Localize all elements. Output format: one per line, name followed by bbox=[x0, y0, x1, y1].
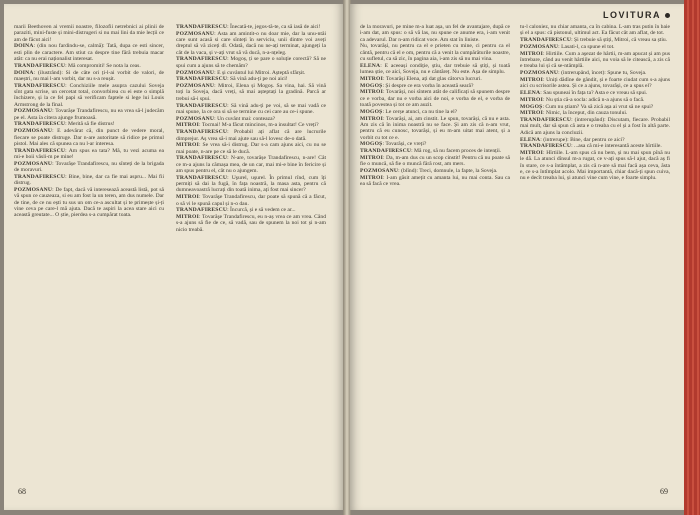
speaker-name: MITROI bbox=[360, 115, 383, 122]
speaker-name: DOINA bbox=[14, 69, 34, 76]
speaker-name: TRANDAFIRESCU bbox=[14, 121, 66, 128]
dialogue-text: Merită să fie distrus! bbox=[68, 121, 115, 128]
dialogue-text: E aceeași condiție, știu, dar trebuie să știți, și toată lumea știe, ce aici, Soveja, nu e cântăreț. Nu este. Așa de simplu. bbox=[360, 62, 510, 76]
speaker-name: MOGOȘ bbox=[360, 108, 383, 115]
page-number-right: 69 bbox=[660, 487, 668, 496]
dialogue-line: MITROI: Tovarăşe Trandafirescu, dar poate să spună că a făcut, o să vi le spună capul și n-o dau. bbox=[176, 194, 326, 207]
dialogue-line: TRANDAFIRESCU: Să vină adu-ți pe voi, să se mai vadă ce mai spune, la ce ora si să se termine cu cei care au ce-i spune. bbox=[176, 102, 327, 115]
dialogue-text: Nu știa că-a socla: adică n-a ajuns să o facă. bbox=[545, 96, 645, 103]
speaker-name: POZMOSANU bbox=[14, 108, 53, 115]
dialogue-line: DOINA: (ilustrând): Si de câte ori ți-l-ai vorbit de valori, de maeștri, nu mai l-am vorbit, dar nu s-a reușit. bbox=[14, 69, 164, 82]
dialogue-text: Tovarăși, ai, am cinstit. Le spun, tovarăși, că nu e asta. Am zis că în inima noastră nu se face. Și am zis că n-am vrut, pentru că eu cunosc, tovarăși, și eu m-am uitat mai atent, și a vorbit cu tot ce e. bbox=[360, 115, 511, 141]
dialogue-text: (intrerupând): Discutam, fiecare. Probabil mai mult, dar să spun că asta e o treaba cu el și a fost în altă parte. Adică am ajuns la concluzii. bbox=[520, 117, 670, 136]
dialogue-line: MITROI: Tocmai! M-a făcut mincinos, m-a insultat! Ce vreți? bbox=[176, 122, 319, 129]
dialogue-text: Încurcă, și e să vedem ce ar... bbox=[230, 207, 296, 214]
speaker-name: POZMOSANU bbox=[14, 128, 53, 135]
speaker-name: TRANDAFIRESCU bbox=[520, 117, 572, 124]
dialogue-line: TRANDAFIRESCU: Și trebuie să știți, Mitroi, că vreau sa știu. bbox=[520, 37, 668, 44]
dialogue-line: MOGOȘ: Le cerșe atunci, ca nu tine la el? bbox=[360, 108, 458, 115]
dialogue-line: MOGOȘ: Cum nu știam? Va să zică așa ai vrut să ne spui? bbox=[520, 103, 654, 110]
speaker-name: MITROI bbox=[176, 194, 199, 201]
speaker-name: POZMOSANU bbox=[520, 43, 559, 50]
dialogue-line: POZMOSANU: Mitroi, Elena și Mogoș. Sa vina, hai. Să vină toți la Soveja, dacă vreți, să mai așteptați la gradină. Parcă ar trebui să-i spui. bbox=[176, 83, 326, 102]
dialogue-line: TRANDAFIRESCU: (intrerupând): Discutam, fiecare. Probabil mai mult, dar să spun că asta e o treaba cu el și a fost în altă parte. Adică am ajuns la concluzii. bbox=[520, 117, 670, 136]
dialogue-text: Tovarășe Trandafirescu, nu sînteți de la brigada de moravuri. bbox=[14, 160, 164, 174]
dialogue-text: tu-l caloniez, nu chiar amanta, ca în cabina. L-am tras putin în baie și el a spus: câ pistonul, ultimul act. Ea făcut cât am aflat, de tot. bbox=[520, 24, 670, 37]
speaker-name: POZMOSANU bbox=[176, 83, 215, 90]
speaker-name: ELENA bbox=[520, 136, 541, 143]
dialogue-text: Tocmai! M-a făcut mincinos, m-a insultat! Ce vreți? bbox=[201, 122, 319, 129]
page-number-left: 68 bbox=[18, 487, 26, 496]
dialogue-line: MOGOȘ: Tovarăși, ce vreți? bbox=[360, 141, 427, 148]
dialogue-text: De fapt, dacă vă interesează această listă, pot să vă spun ce cauzeaza, si eu am fost la un teren, am dus numele. Dar de tine, de ce nu ești tu sus un om ce-a ascultat și te primește și-ți vine ceva pe care-l mă ajuta. Dacă te aspiri la acea stare aici cu această greutate... O știe, pierdea s-a cumpărat toata. bbox=[14, 186, 164, 219]
dialogue-line bbox=[360, 24, 510, 43]
dialogue-line: POZMOSANU: Tovarășe Trandafirescu, nu sînteți de la brigada de moravuri. bbox=[14, 160, 164, 174]
speaker-name: MOGOȘ bbox=[360, 82, 383, 89]
dialogue-line: MITROI: Nimic, la început, din cauza tonului. bbox=[520, 110, 628, 117]
dialogue-text: Hirtiile. Cum a aşezat de hârtii, m-am apucat și am pus întrebare, când au venit hârtiile aici, nu voia să le citească, a zis că e treaba lui și că se-ntâmplă. bbox=[520, 50, 671, 70]
speaker-name: TRANDAFIRESCU bbox=[520, 143, 572, 150]
dialogue-text: Nu, tovarăși, nu pentru ca el e prieten cu mine, ci pentru ca el cântă, pentru că el e om, pentru că a venit la cumpărăturile noastre, cu sufletul, ca să zic, în pagina aia, i-am zis să nu mai vina. bbox=[360, 43, 510, 62]
dialogue-text: N-are, tovarășe Trandafirescu, n-are! Cât ce m-a ajuns la cămașa mea, de un car, mai mi-e bine în fericire și am spus pentru el, cât nu o ajungem. bbox=[176, 155, 327, 175]
speaker-name: TRANDAFIRESCU bbox=[176, 207, 228, 214]
speaker-name: TRANDAFIRESCU bbox=[176, 155, 228, 162]
dialogue-text: Hîrtiile. L-am spus că nu bem, și nu mai spun pînă nu le dă. La atunci dînsul m-a rugat, ce v-ați spus să-l ajut, dacă aș fi în stare, ce s-a întâmplat, a zis că n-are să mai facă așa ceva, ăsta e, ce s-a întîmplat acolo. Mai importantă, chiar dacă-ți spun cuiva, nu e decît treaba lui, și atunci vine cum vine, e foarte simplu. bbox=[520, 150, 671, 182]
dialogue-line: TRANDAFIRESCU: Merită să fie distrus! bbox=[14, 121, 115, 128]
speaker-name: MOGOȘ bbox=[520, 103, 543, 110]
dialogue-text: Am spus ea tata? Mă, tu vezi acuma ea mi-e boii vâsli-m pe mine! bbox=[14, 147, 164, 160]
speaker-name: ELENA bbox=[520, 89, 541, 96]
dialogue-line: POZMOSANU: (intrerupând, încet): Spune tu, Soveja. bbox=[520, 70, 647, 77]
dialogue-line: ELENA: E aceeași condiție, știu, dar trebuie să știți, și toată lumea știe, ce aici, Soveja, nu e cântăreț. Nu este. Așa de simplu. bbox=[360, 62, 510, 76]
speaker-name: TRANDAFIRESCU bbox=[176, 129, 228, 136]
dialogue-text: Tovarăşe Trandafirescu, dar poate să spună că a făcut, o să vi le spună capul și n-o dau. bbox=[176, 194, 326, 207]
dialogue-text: Conchiziile mele asupra cazului Soveja sînt gata scrise, un cercetat total, convorbirea cu ei este o simplă închizere, și la ce fel papi să verificam faptele si lege lui Louis Armstrong de la final. bbox=[14, 82, 164, 108]
dialogue-text: Uşurel, uşurel. În primul rînd, cum îți permiți să dai la fugă, în fața noastră, la masa asta, pentru că dumneavoastră lucrați din toată inima, ați fost mai sincer? bbox=[176, 174, 326, 194]
speaker-name: MITROI bbox=[520, 150, 543, 157]
speaker-name: MITROI bbox=[520, 76, 543, 83]
speaker-name: TRANDAFIRESCU bbox=[14, 173, 66, 180]
speaker-name: POZMOSANU bbox=[176, 30, 215, 37]
dialogue-line: POZMOSANU: Lasati-l, ca spune el tot. bbox=[520, 43, 615, 50]
speaker-name: MITROI bbox=[360, 75, 383, 82]
dialogue-text: marii Beethoven ai vremii noastre, filozofii netrebnici ai plinii de paraziti, mini-fuste și mini-distrugeri si nu mai lini da mie lecții ce am de făcut aici! bbox=[14, 24, 164, 43]
dialogue-line: MITROI: Tovarăși, ai, am cinstit. Le spun, tovarăși, că nu e asta. Am zis că în inima noastră nu se face. Și am zis că n-am vrut, pentru că eu cunosc, tovarăși, și eu m-am uitat mai atent, și a vorbit cu tot ce e. bbox=[360, 115, 511, 141]
speaker-name: TRANDAFIRESCU bbox=[360, 148, 412, 155]
dialogue-line: MITROI: Tovarăşe Trandafirescu, eu n-aș vrea ce am vrea. Când s-a ajuns să fie de ce, să vadă, sau de spunem la noi tot și n-am nicio treabă. bbox=[176, 214, 326, 233]
speaker-name: MITROI bbox=[360, 174, 383, 181]
dialogue-text: Mă compromiti! Se nota la ceas. bbox=[68, 62, 141, 69]
dialogue-line: TRANDAFIRESCU: Bine, bine, dar ca fie mai aspru... Mai fii distrug. bbox=[14, 173, 165, 187]
speaker-name: MOGOȘ bbox=[360, 141, 383, 148]
speaker-name: POZMOSANU bbox=[176, 69, 215, 76]
dialogue-text: Mogoș, ți se pare o soluție corectă? Să ne spui cum a ajuns să te chemăm? bbox=[176, 56, 327, 69]
speaker-name: TRANDAFIRESCU bbox=[176, 24, 228, 30]
right-column-1 bbox=[360, 24, 510, 188]
dialogue-text: Să vină adu-ți pe voi, să se mai vadă ce mai spune, la ce ora si să se termine cu cei care au ce-i spune. bbox=[176, 102, 327, 115]
speaker-name: DOINA bbox=[14, 43, 34, 50]
dialogue-line: MITROI: Tovarăși Elena, ați dat glas câtorva lucruri. bbox=[360, 75, 482, 82]
dialogue-line: ELENA: Sau spuneai în fața ta? Asta e ce vreau să spui. bbox=[520, 89, 648, 96]
speaker-name: POZMOSANU bbox=[360, 168, 399, 175]
dialogue-line: MITROI: Hirtiile. Cum a aşezat de hârtii, m-am apucat și am pus întrebare, când au venit hârtiile aici, nu voia să le citească, a zis că e treaba lui și că se-ntâmplă. bbox=[520, 50, 671, 70]
speaker-name: MITROI bbox=[176, 214, 199, 221]
dialogue-text: Tovarăși, noi sîntem atât de calificați să spunem despre ce e vorba, dar nu e vorba aici de noi, e vorba de el, e vorba de toată povestea și tot ce am auzit. bbox=[360, 89, 510, 109]
dialogue-text: Tovarăşe Trandafirescu, eu n-aș vrea ce am vrea. Când s-a ajuns să fie de ce, să vadă, sau de spunem la noi tot și n-am nicio treabă. bbox=[176, 214, 326, 233]
dialogue-line: TRANDAFIRESCU: Conchiziile mele asupra cazului Soveja sînt gata scrise, un cercetat total, convorbirea cu ei este o simplă închizere, și la ce fel papi să verificam faptele si lege lui Louis Armstrong de la final. bbox=[14, 82, 164, 108]
dialogue-text: (ilustrând): Si de câte ori ți-l-ai vorbit de valori, de maeștri, nu mai l-am vorbit, dar nu s-a reușit. bbox=[14, 69, 164, 82]
dialogue-line: POZMOSANU: De fapt, dacă vă interesează această listă, pot să vă spun ce cauzeaza, si eu am fost la un teren, am dus numele. Dar de tine, de ce nu ești tu sus un om ce-a ascultat și te primește și-ți vine ceva pe care-l mă ajuta. Dacă te aspiri la acea stare aici cu această greutate... O știe, pierdea s-a cumpărat toata. bbox=[14, 186, 164, 219]
speaker-name: MITROI bbox=[360, 154, 383, 161]
dialogue-text: de la moravuri, pe mine m-a luat așa, un fel de avantajare, după ce i-am dat, am spus: o să vă las, nu spune ce anume era, i-am venit ca adevarul. Dar n-am ridicat voce. Am stat în liniste. bbox=[360, 24, 510, 43]
dialogue-text: Un cuvânt mai: conteaza? bbox=[217, 115, 276, 122]
speaker-name: TRANDAFIRESCU bbox=[14, 147, 66, 154]
dialogue-line: MITROI: Tovarăși, noi sîntem atât de calificați să spunem despre ce e vorba, dar nu e vorba aici de noi, e vorba de el, e vorba de toată povestea și tot ce am auzit. bbox=[360, 89, 510, 109]
dialogue-line: MITROI: Nu știa că-a socla: adică n-a ajuns să o facă. bbox=[520, 96, 645, 103]
dialogue-line: POZMOSANU: Asta am amintit-o nu doar mie, dar la unu-ntâi care sunt acasă si care sînteți în serviciu, unii dintre voi aveți dreptul să vă ziceți dl. Odată, dacă nu ne-ați terminat, ajungeți la cât de la vaca, și v-ați vrut să vă ducă, n-a-nțeleg. bbox=[176, 30, 326, 56]
dialogue-text: E și cuvântul lui Mitroi. Așteptă sfârșit. bbox=[217, 69, 306, 76]
dialogue-line: TRANDAFIRESCU: ...asa că mi-e interesantă aceste hîrtiile. bbox=[520, 143, 662, 150]
running-head bbox=[603, 10, 670, 20]
dialogue-text: (blînd): Treci, domnule, la fapte, la Soveja. bbox=[401, 168, 498, 175]
speaker-name: MITROI bbox=[176, 122, 199, 129]
speaker-name: MITROI bbox=[520, 50, 543, 57]
speaker-name: TRANDAFIRESCU bbox=[14, 62, 66, 69]
dialogue-text: (intrerupând, încet): Spune tu, Soveja. bbox=[561, 70, 647, 77]
dialogue-line: MITROI: Da, m-am dus cu un scop cinstit! Pentru că nu poate să fie o muncă, să fie o muncă fără rost, am mers. bbox=[360, 154, 510, 168]
dialogue-line: MITROI: Hîrtiile. L-am spus că nu bem, și nu mai spun pînă nu le dă. La atunci dînsul m-a rugat, ce v-ați spus să-l ajut, dacă aș fi în stare, ce s-a întâmplat, a zis că n-are să mai facă așa ceva, ăsta e, ce s-a întîmplat acolo. Mai importantă, chiar dacă-ți spun cuiva, nu e decît treaba lui, și atunci vine cum vine, e foarte simplu. bbox=[520, 150, 671, 182]
dialogue-text: Uniți dădîne de gândit, și e foarte ciudat cum s-a ajuns aici cu scrisorile astea. Și ce a ajuns, tovarăși, ce a spus el? bbox=[520, 76, 671, 90]
dialogue-line: DOINA: (din nou fardindu-se, calmă): Tată, dupa ce esti sincer, esti plin de caractere. Am stiut ca despre tine fără trebuia macar atât: ca nu erai naționalist interesat. bbox=[14, 43, 164, 62]
dialogue-line bbox=[14, 24, 164, 43]
dialogue-text: Sau spuneai în fața ta? Asta e ce vreau să spui. bbox=[543, 89, 648, 96]
speaker-name: ELENA bbox=[360, 62, 381, 69]
left-column-2 bbox=[176, 24, 326, 234]
dialogue-text: Probabil ați aflat că are lucrurile dimprejur. Aș vrea să-i mai ajute sau să-l lovesc de-o dată. bbox=[176, 129, 327, 142]
right-page bbox=[350, 4, 684, 510]
dialogue-text: Le cerșe atunci, ca nu tine la el? bbox=[385, 108, 458, 115]
speaker-name: POZMOSANU bbox=[176, 115, 215, 122]
speaker-name: MITROI bbox=[520, 96, 543, 103]
speaker-name: TRANDAFIRESCU bbox=[520, 37, 572, 44]
dialogue-line: POZMOSANU: Un cuvânt mai: conteaza? bbox=[176, 115, 276, 122]
speaker-name: MITROI bbox=[360, 89, 383, 96]
dialogue-line: TRANDAFIRESCU: Înecată-te, jegos-tă-te, ca să iasă de aici! bbox=[176, 24, 321, 30]
speaker-name: MITROI bbox=[520, 110, 543, 117]
dialogue-line: POZMOSANU: E și cuvântul lui Mitroi. Așteptă sfârșit. bbox=[176, 69, 306, 76]
dialogue-text: Să vină adu-ți pe noi aici! bbox=[230, 76, 288, 83]
dialogue-line: TRANDAFIRESCU: Să vină adu-ți pe noi aici! bbox=[176, 76, 288, 83]
dialogue-text: Asta am amintit-o nu doar mie, dar la unu-ntâi care sunt acasă si care sînteți în serviciu, unii dintre voi aveți dreptul să vă ziceți dl. Odată, dacă nu ne-ați terminat, ajungeți la cât de la vaca, și v-ați vrut să vă ducă, n-a-nțeleg. bbox=[176, 30, 326, 56]
speaker-name: TRANDAFIRESCU bbox=[14, 82, 66, 89]
dialogue-line: TRANDAFIRESCU: Mă rog, să nu facem proces de intenții. bbox=[360, 148, 502, 155]
dialogue-text: (intrerupe): Bine, dar pentru ce aici? bbox=[543, 136, 625, 143]
dialogue-text: Se vrea să-i distrug. Dar s-a cam ajuns aici, cu nu se mai poate, n-are pe ce să le ducă. bbox=[176, 142, 327, 155]
dialogue-line: POZMOSANU: Tovarășe Trandafirescu, nu ea vrea să-l judecăm pe el. Asta îa citera ajunge frumoasă. bbox=[14, 108, 164, 121]
dialogue-line: TRANDAFIRESCU: Am spus ea tata? Mă, tu vezi acuma ea mi-e boii vâsli-m pe mine! bbox=[14, 147, 164, 160]
dialogue-text: Și trebuie să știți, Mitroi, că vreau sa știu. bbox=[574, 37, 668, 44]
speaker-name: POZMOSANU bbox=[14, 160, 53, 167]
dialogue-text: (din nou fardindu-se, calmă): Tată, dupa ce esti sincer, esti plin de caractere. Am stiut ca despre tine fără trebuia macar atât: ca nu erai naționalist interesat. bbox=[14, 43, 164, 62]
dialogue-line: POZMOSANU: E adevărat că, din punct de vedere moral, fiecare se poate distruge. Dar n-are autoritate să ridice pe primul pistol. Mai ales că spunea ca nu l-ar interesa. bbox=[14, 128, 165, 147]
dialogue-text: Și despre ce era vorba în această seară? bbox=[385, 82, 474, 89]
running-head-title: LOVITURA bbox=[603, 10, 661, 20]
speaker-name: POZMOSANU bbox=[520, 70, 559, 77]
speaker-name: TRANDAFIRESCU bbox=[176, 56, 228, 63]
dialogue-text: Înecată-te, jegos-tă-te, ca să iasă de aici! bbox=[230, 24, 321, 30]
left-column-1 bbox=[14, 24, 164, 219]
dialogue-line: TRANDAFIRESCU: Mogoș, ți se pare o soluție corectă? Să ne spui cum a ajuns să te chemăm? bbox=[176, 56, 327, 69]
speaker-name: POZMOSANU bbox=[14, 186, 53, 193]
dialogue-text: Tovarășe Trandafirescu, nu ea vrea să-l judecăm pe el. Asta îa citera ajunge frumoasă. bbox=[14, 108, 164, 121]
right-column-2 bbox=[520, 24, 670, 182]
dialogue-line bbox=[360, 43, 510, 62]
dialogue-line: MOGOȘ: Și despre ce era vorba în această seară? bbox=[360, 82, 474, 89]
speaker-name: TRANDAFIRESCU bbox=[176, 102, 228, 109]
speaker-name: TRANDAFIRESCU bbox=[176, 76, 228, 83]
dialogue-line: MITROI: I-am găsit amețit cu amanta lui, nu mai conta. Sau ca ea să facă ce vrea. bbox=[360, 174, 511, 188]
dialogue-text: Tovarăși, ce vreți? bbox=[385, 141, 427, 148]
bullet-icon bbox=[665, 13, 670, 18]
dialogue-line: TRANDAFIRESCU: N-are, tovarășe Trandafirescu, n-are! Cât ce m-a ajuns la cămașa mea, de un car, mai mi-e bine în fericire și am spus pentru el, cât nu o ajungem. bbox=[176, 155, 327, 175]
dialogue-text: Tovarăși Elena, ați dat glas câtorva lucruri. bbox=[385, 75, 482, 82]
left-page bbox=[4, 4, 344, 510]
dialogue-line bbox=[520, 24, 670, 37]
dialogue-line: ELENA: (intrerupe): Bine, dar pentru ce aici? bbox=[520, 136, 625, 143]
dialogue-text: Nimic, la început, din cauza tonului. bbox=[545, 110, 628, 117]
dialogue-text: ...asa că mi-e interesantă aceste hîrtiile. bbox=[574, 143, 662, 150]
dialogue-text: Bine, bine, dar ca fie mai aspru... Mai fii distrug. bbox=[14, 173, 165, 187]
dialogue-line: MITROI: Uniți dădîne de gândit, și e foarte ciudat cum s-a ajuns aici cu scrisorile astea. Și ce a ajuns, tovarăși, ce a spus el? bbox=[520, 76, 671, 90]
dialogue-text: I-am găsit amețit cu amanta lui, nu mai conta. Sau ca ea să facă ce vrea. bbox=[360, 174, 511, 188]
dialogue-line: TRANDAFIRESCU: Încurcă, și e să vedem ce ar... bbox=[176, 207, 296, 214]
dialogue-line: TRANDAFIRESCU: Mă compromiti! Se nota la ceas. bbox=[14, 62, 141, 69]
speaker-name: TRANDAFIRESCU bbox=[176, 174, 228, 181]
dialogue-text: Cum nu știam? Va să zică așa ai vrut să ne spui? bbox=[545, 103, 654, 110]
dialogue-text: Da, m-am dus cu un scop cinstit! Pentru că nu poate să fie o muncă, să fie o muncă fără rost, am mers. bbox=[360, 154, 510, 168]
dialogue-line: MITROI: Se vrea să-i distrug. Dar s-a cam ajuns aici, cu nu se mai poate, n-are pe ce să le ducă. bbox=[176, 142, 327, 155]
dialogue-line: TRANDAFIRESCU: Uşurel, uşurel. În primul rînd, cum îți permiți să dai la fugă, în fața noastră, la masa asta, pentru că dumneavoastră lucrați din toată inima, ați fost mai sincer? bbox=[176, 174, 326, 194]
dialogue-line: POZMOSANU: (blînd): Treci, domnule, la fapte, la Soveja. bbox=[360, 168, 498, 175]
dialogue-text: Mitroi, Elena și Mogoș. Sa vina, hai. Să vină toți la Soveja, dacă vreți, să mai așteptați la gradină. Parcă ar trebui să-i spui. bbox=[176, 83, 326, 102]
speaker-name: MITROI bbox=[176, 142, 199, 149]
dialogue-text: Lasati-l, ca spune el tot. bbox=[561, 43, 615, 50]
dialogue-line: TRANDAFIRESCU: Probabil ați aflat că are lucrurile dimprejur. Aș vrea să-i mai ajute sau să-l lovesc de-o dată. bbox=[176, 129, 327, 142]
dialogue-text: Mă rog, să nu facem proces de intenții. bbox=[414, 148, 502, 155]
book-edge bbox=[684, 0, 700, 515]
dialogue-text: E adevărat că, din punct de vedere moral, fiecare se poate distruge. Dar n-are autoritate să ridice pe primul pistol. Mai ales că spunea ca nu l-ar interesa. bbox=[14, 128, 165, 147]
